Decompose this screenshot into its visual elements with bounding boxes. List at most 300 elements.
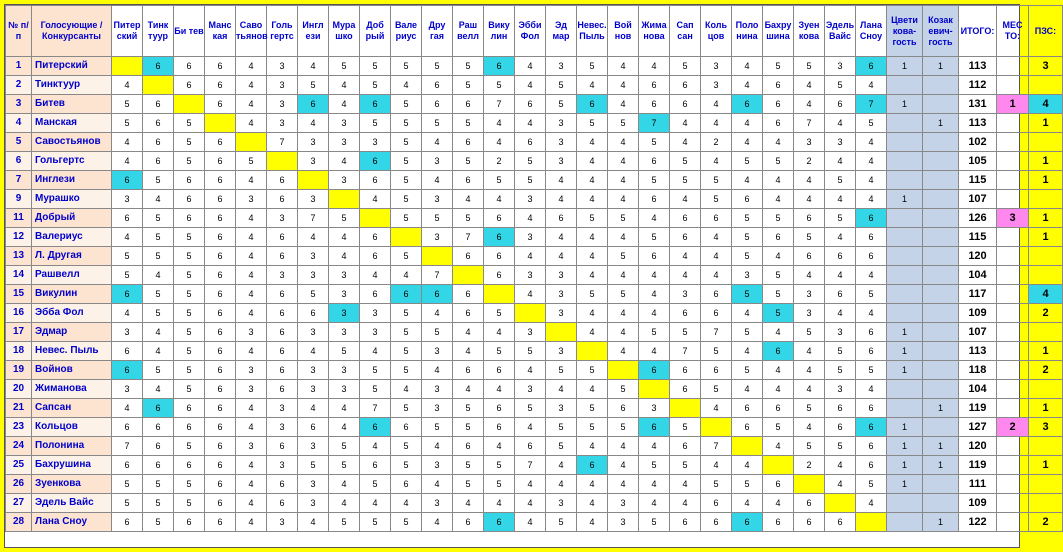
total-cell: 118 xyxy=(959,361,997,380)
score-cell: 4 xyxy=(484,114,515,133)
self-vote-cell xyxy=(763,456,794,475)
score-cell: 4 xyxy=(608,76,639,95)
score-cell: 6 xyxy=(143,399,174,418)
total-cell: 115 xyxy=(959,228,997,247)
score-cell: 4 xyxy=(794,95,825,114)
pzs-cell xyxy=(1029,190,1063,209)
pzs-cell: 1 xyxy=(1029,342,1063,361)
score-cell: 5 xyxy=(174,494,205,513)
score-cell: 4 xyxy=(360,342,391,361)
row-number: 17 xyxy=(6,323,32,342)
special-guest-cell xyxy=(923,247,959,266)
score-cell: 4 xyxy=(546,171,577,190)
score-cell: 7 xyxy=(515,456,546,475)
score-cell: 6 xyxy=(825,418,856,437)
score-cell: 4 xyxy=(236,399,267,418)
score-cell: 6 xyxy=(453,133,484,152)
spreadsheet xyxy=(4,4,1057,548)
score-cell: 6 xyxy=(546,209,577,228)
score-cell: 4 xyxy=(360,266,391,285)
score-cell: 6 xyxy=(639,152,670,171)
score-cell: 6 xyxy=(205,304,236,323)
score-cell: 6 xyxy=(453,361,484,380)
score-cell: 6 xyxy=(701,285,732,304)
score-cell: 6 xyxy=(174,76,205,95)
score-cell: 4 xyxy=(825,456,856,475)
header-judge: Эдель Вайс xyxy=(825,6,856,57)
score-cell: 6 xyxy=(856,209,887,228)
table-row xyxy=(6,418,1063,437)
score-cell: 5 xyxy=(577,209,608,228)
score-cell: 4 xyxy=(577,266,608,285)
self-vote-cell xyxy=(670,399,701,418)
total-cell: 109 xyxy=(959,494,997,513)
score-cell: 6 xyxy=(763,114,794,133)
total-cell: 115 xyxy=(959,171,997,190)
score-cell: 3 xyxy=(794,304,825,323)
row-number: 20 xyxy=(6,380,32,399)
score-cell: 6 xyxy=(143,133,174,152)
special-guest-cell: 1 xyxy=(887,95,923,114)
score-cell: 4 xyxy=(422,475,453,494)
row-number: 7 xyxy=(6,171,32,190)
total-cell: 105 xyxy=(959,152,997,171)
score-cell: 4 xyxy=(236,114,267,133)
score-cell: 7 xyxy=(794,114,825,133)
score-cell: 4 xyxy=(236,57,267,76)
score-cell: 4 xyxy=(577,152,608,171)
score-cell: 5 xyxy=(391,342,422,361)
score-cell: 3 xyxy=(794,285,825,304)
score-cell: 4 xyxy=(329,494,360,513)
header-judge: Мура шко xyxy=(329,6,360,57)
score-cell: 5 xyxy=(391,513,422,532)
score-cell: 5 xyxy=(174,266,205,285)
score-cell: 4 xyxy=(701,456,732,475)
votes-table xyxy=(5,5,1063,532)
score-cell: 5 xyxy=(825,171,856,190)
header-judge: Раш велл xyxy=(453,6,484,57)
score-cell: 6 xyxy=(670,228,701,247)
score-cell: 6 xyxy=(453,304,484,323)
score-cell: 5 xyxy=(174,342,205,361)
score-cell: 7 xyxy=(298,209,329,228)
score-cell: 6 xyxy=(763,475,794,494)
score-cell: 4 xyxy=(794,266,825,285)
score-cell: 5 xyxy=(453,114,484,133)
pzs-cell: 1 xyxy=(1029,114,1063,133)
score-cell: 4 xyxy=(763,247,794,266)
score-cell: 5 xyxy=(391,133,422,152)
score-cell: 5 xyxy=(329,209,360,228)
score-cell: 4 xyxy=(825,304,856,323)
score-cell: 6 xyxy=(763,399,794,418)
contestant-name: Битев xyxy=(32,95,112,114)
score-cell: 4 xyxy=(608,323,639,342)
score-cell: 4 xyxy=(515,57,546,76)
score-cell: 4 xyxy=(515,209,546,228)
score-cell: 5 xyxy=(453,209,484,228)
table-row xyxy=(6,209,1063,228)
score-cell: 5 xyxy=(174,323,205,342)
total-cell: 113 xyxy=(959,57,997,76)
header-judge: Жима нова xyxy=(639,6,670,57)
table-row xyxy=(6,152,1063,171)
score-cell: 4 xyxy=(329,247,360,266)
self-vote-cell xyxy=(484,285,515,304)
score-cell: 5 xyxy=(174,247,205,266)
score-cell: 2 xyxy=(794,456,825,475)
score-cell: 4 xyxy=(825,266,856,285)
score-cell: 3 xyxy=(112,190,143,209)
score-cell: 4 xyxy=(856,494,887,513)
score-cell: 4 xyxy=(825,475,856,494)
score-cell: 4 xyxy=(360,190,391,209)
score-cell: 3 xyxy=(515,190,546,209)
score-cell: 5 xyxy=(143,228,174,247)
score-cell: 6 xyxy=(391,475,422,494)
table-row xyxy=(6,399,1063,418)
score-cell: 6 xyxy=(174,190,205,209)
header-judge: Коль цов xyxy=(701,6,732,57)
score-cell: 5 xyxy=(391,361,422,380)
score-cell: 4 xyxy=(794,342,825,361)
score-cell: 4 xyxy=(236,171,267,190)
score-cell: 6 xyxy=(143,456,174,475)
contestant-name: Полонина xyxy=(32,437,112,456)
header-judge: Эд мар xyxy=(546,6,577,57)
table-row xyxy=(6,456,1063,475)
score-cell: 7 xyxy=(267,133,298,152)
contestant-name: Мурашко xyxy=(32,190,112,209)
row-number: 9 xyxy=(6,190,32,209)
score-cell: 4 xyxy=(608,133,639,152)
score-cell: 5 xyxy=(856,475,887,494)
special-guest-cell xyxy=(887,152,923,171)
place-cell xyxy=(997,475,1029,494)
header-row xyxy=(6,6,1063,57)
special-guest-cell xyxy=(923,152,959,171)
score-cell: 5 xyxy=(174,437,205,456)
score-cell: 6 xyxy=(639,95,670,114)
score-cell: 5 xyxy=(329,513,360,532)
score-cell: 6 xyxy=(205,437,236,456)
table-row xyxy=(6,247,1063,266)
score-cell: 3 xyxy=(422,228,453,247)
special-guest-cell: 1 xyxy=(887,190,923,209)
score-cell: 5 xyxy=(608,285,639,304)
score-cell: 6 xyxy=(422,95,453,114)
score-cell: 5 xyxy=(174,304,205,323)
row-number: 27 xyxy=(6,494,32,513)
score-cell: 4 xyxy=(670,475,701,494)
score-cell: 6 xyxy=(763,228,794,247)
score-cell: 6 xyxy=(670,513,701,532)
score-cell: 6 xyxy=(112,513,143,532)
score-cell: 6 xyxy=(453,247,484,266)
score-cell: 4 xyxy=(701,152,732,171)
score-cell: 3 xyxy=(112,323,143,342)
score-cell: 6 xyxy=(453,437,484,456)
contestant-name: Рашвелл xyxy=(32,266,112,285)
score-cell: 5 xyxy=(453,475,484,494)
score-cell: 4 xyxy=(732,380,763,399)
score-cell: 3 xyxy=(701,57,732,76)
score-cell: 3 xyxy=(267,76,298,95)
score-cell: 3 xyxy=(236,437,267,456)
score-cell: 6 xyxy=(825,399,856,418)
score-cell: 4 xyxy=(825,190,856,209)
table-row xyxy=(6,95,1063,114)
score-cell: 4 xyxy=(577,323,608,342)
score-cell: 5 xyxy=(732,361,763,380)
header-judge: Поло нина xyxy=(732,6,763,57)
score-cell: 6 xyxy=(484,513,515,532)
score-cell: 7 xyxy=(422,266,453,285)
score-cell: 7 xyxy=(360,399,391,418)
score-cell: 4 xyxy=(608,304,639,323)
special-guest-cell xyxy=(923,418,959,437)
place-cell xyxy=(997,323,1029,342)
score-cell: 6 xyxy=(670,209,701,228)
special-guest-cell: 1 xyxy=(887,361,923,380)
score-cell: 5 xyxy=(577,399,608,418)
score-cell: 5 xyxy=(701,171,732,190)
table-row xyxy=(6,76,1063,95)
score-cell: 6 xyxy=(205,190,236,209)
score-cell: 2 xyxy=(484,152,515,171)
score-cell: 4 xyxy=(515,76,546,95)
score-cell: 3 xyxy=(422,494,453,513)
score-cell: 3 xyxy=(329,266,360,285)
score-cell: 6 xyxy=(670,76,701,95)
score-cell: 5 xyxy=(546,95,577,114)
score-cell: 4 xyxy=(608,437,639,456)
score-cell: 5 xyxy=(143,475,174,494)
self-vote-cell xyxy=(577,342,608,361)
score-cell: 5 xyxy=(329,437,360,456)
row-number: 16 xyxy=(6,304,32,323)
score-cell: 6 xyxy=(856,399,887,418)
place-cell xyxy=(997,342,1029,361)
score-cell: 4 xyxy=(298,399,329,418)
score-cell: 5 xyxy=(577,57,608,76)
score-cell: 7 xyxy=(453,228,484,247)
score-cell: 5 xyxy=(298,285,329,304)
score-cell: 3 xyxy=(298,190,329,209)
score-cell: 6 xyxy=(205,418,236,437)
score-cell: 4 xyxy=(236,266,267,285)
score-cell: 6 xyxy=(205,171,236,190)
pzs-cell: 1 xyxy=(1029,456,1063,475)
header-judge: Бахру шина xyxy=(763,6,794,57)
score-cell: 4 xyxy=(484,190,515,209)
score-cell: 4 xyxy=(329,418,360,437)
score-cell: 3 xyxy=(267,57,298,76)
special-guest-cell xyxy=(923,285,959,304)
score-cell: 4 xyxy=(112,76,143,95)
score-cell: 6 xyxy=(267,247,298,266)
header-special: Цвети кова- гость xyxy=(887,6,923,57)
score-cell: 5 xyxy=(143,209,174,228)
score-cell: 4 xyxy=(515,114,546,133)
special-guest-cell xyxy=(923,190,959,209)
score-cell: 6 xyxy=(453,95,484,114)
header-judge: Ингл ези xyxy=(298,6,329,57)
score-cell: 5 xyxy=(422,418,453,437)
total-cell: 102 xyxy=(959,133,997,152)
score-cell: 4 xyxy=(546,380,577,399)
pzs-cell: 2 xyxy=(1029,361,1063,380)
score-cell: 5 xyxy=(732,209,763,228)
score-cell: 5 xyxy=(825,342,856,361)
score-cell: 6 xyxy=(670,380,701,399)
header-judge: Саво тьянов xyxy=(236,6,267,57)
score-cell: 2 xyxy=(701,133,732,152)
self-vote-cell xyxy=(422,247,453,266)
score-cell: 6 xyxy=(174,418,205,437)
score-cell: 3 xyxy=(422,456,453,475)
score-cell: 3 xyxy=(360,323,391,342)
score-cell: 6 xyxy=(732,190,763,209)
score-cell: 7 xyxy=(701,323,732,342)
score-cell: 6 xyxy=(360,456,391,475)
score-cell: 3 xyxy=(298,323,329,342)
self-vote-cell xyxy=(701,418,732,437)
header-judge: Манс кая xyxy=(205,6,236,57)
special-guest-cell: 1 xyxy=(923,114,959,133)
score-cell: 4 xyxy=(856,304,887,323)
score-cell: 3 xyxy=(515,380,546,399)
place-cell xyxy=(997,152,1029,171)
special-guest-cell xyxy=(923,494,959,513)
score-cell: 6 xyxy=(763,95,794,114)
score-cell: 3 xyxy=(639,399,670,418)
score-cell: 4 xyxy=(546,475,577,494)
score-cell: 6 xyxy=(856,247,887,266)
score-cell: 6 xyxy=(205,475,236,494)
score-cell: 5 xyxy=(391,456,422,475)
total-cell: 104 xyxy=(959,380,997,399)
score-cell: 5 xyxy=(484,304,515,323)
score-cell: 4 xyxy=(732,114,763,133)
score-cell: 4 xyxy=(856,380,887,399)
score-cell: 6 xyxy=(484,266,515,285)
total-cell: 120 xyxy=(959,247,997,266)
score-cell: 6 xyxy=(639,76,670,95)
score-cell: 5 xyxy=(360,361,391,380)
score-cell: 3 xyxy=(298,380,329,399)
self-vote-cell xyxy=(298,171,329,190)
score-cell: 5 xyxy=(639,456,670,475)
score-cell: 4 xyxy=(732,133,763,152)
contestant-name: Лана Сноу xyxy=(32,513,112,532)
pzs-cell: 1 xyxy=(1029,228,1063,247)
score-cell: 6 xyxy=(205,323,236,342)
score-cell: 5 xyxy=(763,209,794,228)
score-cell: 5 xyxy=(391,209,422,228)
score-cell: 4 xyxy=(143,342,174,361)
score-cell: 6 xyxy=(112,456,143,475)
score-cell: 3 xyxy=(267,95,298,114)
total-cell: 127 xyxy=(959,418,997,437)
score-cell: 5 xyxy=(329,456,360,475)
score-cell: 6 xyxy=(732,418,763,437)
score-cell: 3 xyxy=(546,114,577,133)
score-cell: 4 xyxy=(670,494,701,513)
header-judge: Вой нов xyxy=(608,6,639,57)
score-cell: 4 xyxy=(763,171,794,190)
table-row xyxy=(6,513,1063,532)
score-cell: 3 xyxy=(329,114,360,133)
score-cell: 5 xyxy=(608,380,639,399)
score-cell: 5 xyxy=(670,171,701,190)
score-cell: 6 xyxy=(670,304,701,323)
score-cell: 4 xyxy=(484,323,515,342)
score-cell: 3 xyxy=(825,57,856,76)
score-cell: 4 xyxy=(422,437,453,456)
score-cell: 6 xyxy=(205,95,236,114)
special-guest-cell: 1 xyxy=(923,437,959,456)
score-cell: 5 xyxy=(639,323,670,342)
score-cell: 5 xyxy=(360,380,391,399)
header-judge: Тинк туур xyxy=(143,6,174,57)
score-cell: 3 xyxy=(825,133,856,152)
score-cell: 4 xyxy=(484,380,515,399)
score-cell: 6 xyxy=(484,209,515,228)
score-cell: 4 xyxy=(701,266,732,285)
score-cell: 4 xyxy=(360,437,391,456)
score-cell: 6 xyxy=(484,418,515,437)
score-cell: 3 xyxy=(298,133,329,152)
score-cell: 5 xyxy=(391,437,422,456)
score-cell: 6 xyxy=(112,361,143,380)
score-cell: 5 xyxy=(577,418,608,437)
score-cell: 5 xyxy=(639,513,670,532)
score-cell: 5 xyxy=(763,418,794,437)
score-cell: 3 xyxy=(267,114,298,133)
place-cell xyxy=(997,361,1029,380)
contestant-name: Бахрушина xyxy=(32,456,112,475)
self-vote-cell xyxy=(453,266,484,285)
score-cell: 6 xyxy=(205,247,236,266)
special-guest-cell xyxy=(887,266,923,285)
score-cell: 4 xyxy=(298,114,329,133)
pzs-cell xyxy=(1029,266,1063,285)
special-guest-cell xyxy=(887,380,923,399)
score-cell: 4 xyxy=(763,361,794,380)
table-row xyxy=(6,361,1063,380)
score-cell: 5 xyxy=(825,209,856,228)
score-cell: 3 xyxy=(267,513,298,532)
score-cell: 5 xyxy=(112,494,143,513)
score-cell: 6 xyxy=(453,285,484,304)
table-row xyxy=(6,494,1063,513)
score-cell: 5 xyxy=(422,114,453,133)
score-cell: 5 xyxy=(701,190,732,209)
score-cell: 5 xyxy=(701,475,732,494)
score-cell: 3 xyxy=(546,285,577,304)
score-cell: 6 xyxy=(794,494,825,513)
contestant-name: Гольгертс xyxy=(32,152,112,171)
score-cell: 4 xyxy=(701,114,732,133)
score-cell: 4 xyxy=(360,494,391,513)
special-guest-cell: 1 xyxy=(887,418,923,437)
special-guest-cell xyxy=(887,209,923,228)
score-cell: 5 xyxy=(639,171,670,190)
score-cell: 3 xyxy=(422,380,453,399)
score-cell: 4 xyxy=(639,437,670,456)
